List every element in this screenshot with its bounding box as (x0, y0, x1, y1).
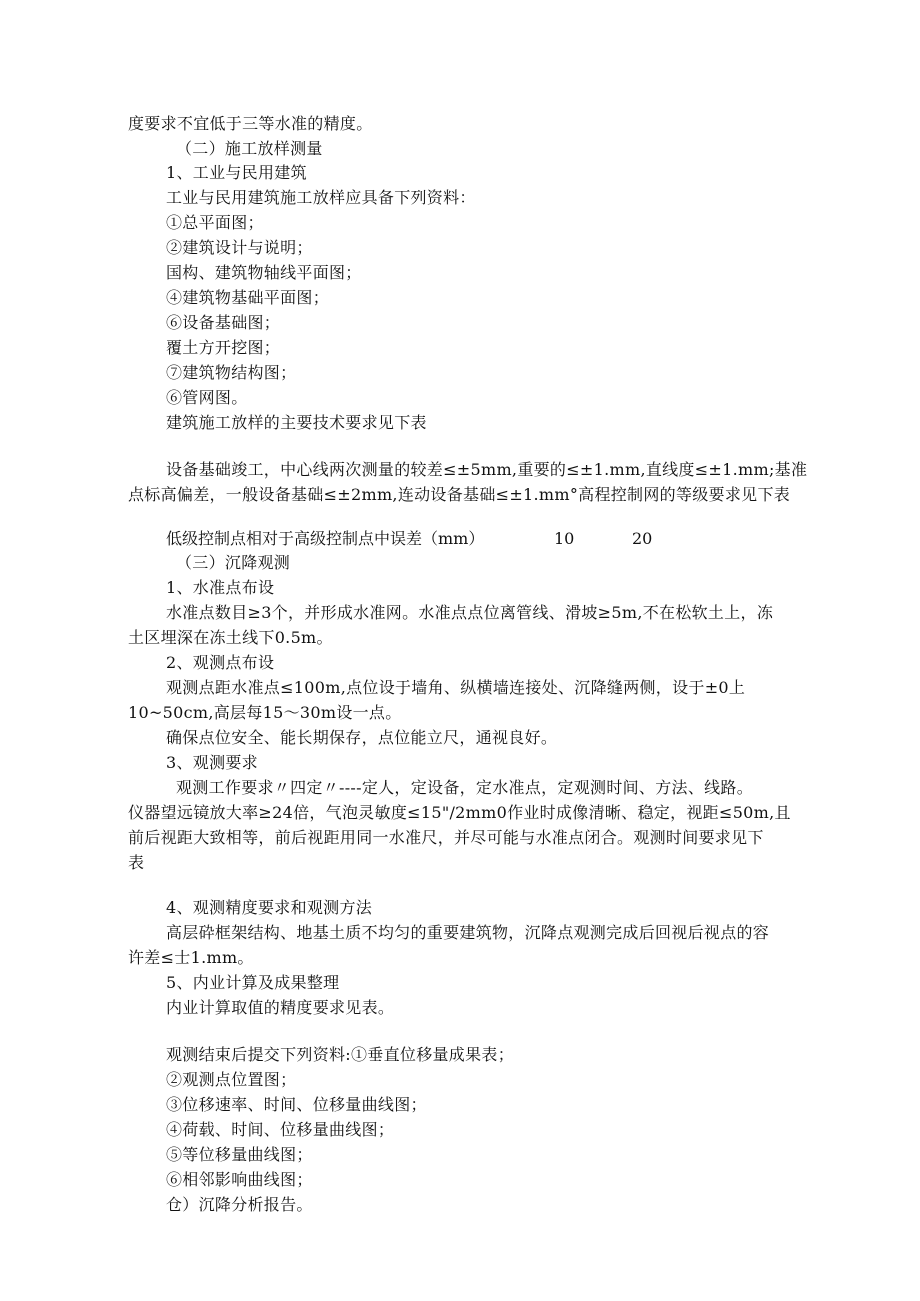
text-line: 建筑施工放样的主要技术要求见下表 (166, 413, 427, 432)
text-line: 水准点数目≥3个，并形成水准网。水准点点位离管线、滑坡≥5m,不在松软土上，冻 (166, 603, 774, 622)
subsection-heading: 5、内业计算及成果整理 (166, 973, 340, 992)
list-item: ①总平面图； (166, 213, 264, 232)
text-line: 观测结束后提交下列资料:①垂直位移量成果表； (166, 1045, 514, 1064)
text-line: 许差≤士1.mm。 (128, 948, 254, 967)
text-line: 高层砕框架结构、地基土质不均匀的重要建筑物，沉降点观测完成后回视后视点的容 (166, 923, 770, 942)
list-item: ⑥相邻影响曲线图； (166, 1170, 313, 1189)
text-line: 设备基础竣工，中心线两次测量的较差≤±5mm,重要的≤±1.mm,直线度≤±1.mm;基准 (166, 460, 808, 479)
text-line: 内业计算取值的精度要求见表。 (166, 998, 395, 1017)
subsection-heading: 1、水准点布设 (166, 578, 275, 597)
table-cell-value: 20 (632, 529, 653, 548)
text-line: 10~50cm,高层每15〜30m设一点。 (128, 703, 402, 722)
list-item: ②观测点位置图； (166, 1070, 297, 1089)
text-line: 工业与民用建筑施工放样应具备下列资料： (166, 188, 476, 207)
list-item: ⑥管网图。 (166, 388, 248, 407)
text-line: 表 (128, 853, 145, 872)
text-line: 度要求不宜低于三等水准的精度。 (128, 114, 373, 133)
table-row (166, 528, 766, 550)
list-item: ⑥设备基础图； (166, 313, 281, 332)
text-line: 前后视距大致相等，前后视距用同一水准尺，并尽可能与水准点闭合。观测时间要求见下 (128, 828, 764, 847)
text-line: 确保点位安全、能长期保存，点位能立尺，通视良好。 (166, 728, 558, 747)
text-line: 土区埋深在冻土线下0.5m。 (128, 628, 333, 647)
list-item: ④荷载、时间、位移量曲线图； (166, 1120, 395, 1139)
text-line: 仪器望远镜放大率≥24倍，气泡灵敏度≤15"/2mm0作业时成像清晰、稳定，视距≤50m,且 (128, 803, 791, 822)
section-heading: （二）施工放样测量 (176, 139, 323, 158)
list-item: ④建筑物基础平面图； (166, 288, 330, 307)
text-line: 观测工作要求〃四定〃----定人，定设备，定水准点，定观测时间、方法、线路。 (176, 778, 754, 797)
subsection-heading: 4、观测精度要求和观测方法 (166, 898, 373, 917)
list-item: 仓）沉降分析报告。 (166, 1195, 313, 1214)
table-cell-value: 10 (554, 529, 575, 548)
list-item: ⑦建筑物结构图； (166, 363, 297, 382)
list-item: ②建筑设计与说明； (166, 238, 313, 257)
list-item: 国构、建筑物轴线平面图； (166, 263, 362, 282)
section-heading: （三）沉降观测 (176, 553, 291, 572)
list-item: ⑤等位移量曲线图； (166, 1145, 313, 1164)
list-item: 覆土方开挖图； (166, 338, 281, 357)
subsection-heading: 3、观测要求 (166, 753, 258, 772)
table-cell-label: 低级控制点相对于高级控制点中误差（mm） (166, 529, 485, 548)
list-item: ③位移速率、时间、位移量曲线图； (166, 1095, 427, 1114)
subsection-heading: 2、观测点布设 (166, 653, 275, 672)
text-line: 观测点距水准点≤100m,点位设于墙角、纵横墙连接处、沉降缝两侧，设于±0上 (166, 678, 746, 697)
subsection-heading: 1、工业与民用建筑 (166, 163, 307, 182)
text-line: 点标高偏差，一般设备基础≤±2mm,连动设备基础≤±1.mm°高程控制网的等级要求见下表 (128, 485, 791, 504)
